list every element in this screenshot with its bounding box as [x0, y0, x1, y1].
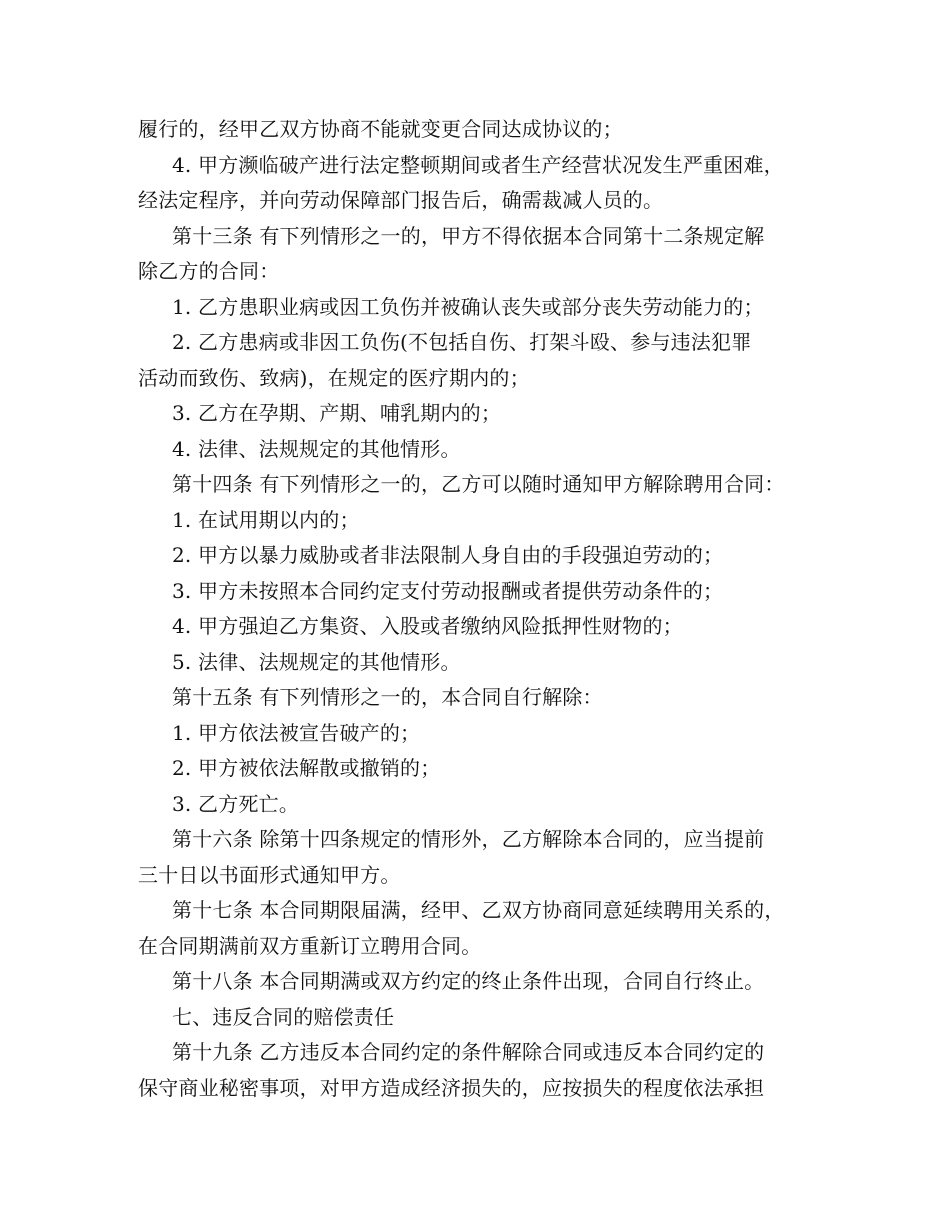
text-line: 第十三条 有下列情形之一的，甲方不得依据本合同第十二条规定解	[172, 223, 765, 248]
text-line: 第十七条 本合同期限届满，经甲、乙双方协商同意延续聘用关系的，	[172, 898, 785, 922]
text-line: 第十五条 有下列情形之一的，本合同自行解除：	[172, 685, 603, 709]
text-line: 4. 法律、法规规定的其他情形。	[172, 436, 461, 461]
text-line: 除乙方的合同：	[138, 259, 280, 283]
text-line: 1. 乙方患职业病或因工负伤并被确认丧失或部分丧失劳动能力的；	[172, 294, 764, 319]
text-line: 保守商业秘密事项，对甲方造成经济损失的，应按损失的程度依法承担	[138, 1075, 765, 1100]
text-line: 3. 乙方死亡。	[172, 791, 300, 816]
text-line: 经法定程序，并向劳动保障部门报告后，确需裁减人员的。	[138, 188, 664, 212]
text-line: 第十八条 本合同期满或双方约定的终止条件出现，合同自行终止。	[172, 969, 765, 993]
text-line: 1. 甲方依法被宣告破产的；	[172, 720, 421, 745]
text-line: 2. 甲方被依法解散或撤销的；	[172, 756, 441, 780]
text-line: 3. 甲方未按照本合同约定支付劳动报酬或者提供劳动条件的；	[172, 578, 724, 603]
text-line: 4. 甲方濒临破产进行法定整顿期间或者生产经营状况发生严重困难，	[172, 152, 784, 177]
text-line: 2. 乙方患病或非因工负伤(不包括自伤、打架斗殴、参与违法犯罪	[172, 330, 752, 354]
text-line: 1. 在试用期以内的；	[172, 507, 360, 532]
text-line: 在合同期满前双方重新订立聘用合同。	[138, 933, 482, 958]
text-line: 第十六条 除第十四条规定的情形外，乙方解除本合同的，应当提前	[172, 827, 765, 851]
text-line: 3. 乙方在孕期、产期、哺乳期内的；	[172, 401, 502, 425]
text-line: 5. 法律、法规规定的其他情形。	[172, 649, 461, 674]
text-line: 2. 甲方以暴力威胁或者非法限制人身自由的手段强迫劳动的；	[172, 543, 724, 567]
text-line: 活动而致伤、致病)，在规定的医疗期内的；	[138, 365, 530, 390]
text-line: 4. 甲方强迫乙方集资、入股或者缴纳风险抵押性财物的；	[172, 614, 683, 638]
text-line: 第十九条 乙方违反本合同约定的条件解除合同或违反本合同约定的	[172, 1040, 765, 1064]
text-line: 三十日以书面形式通知甲方。	[138, 862, 401, 887]
text-line: 七、违反合同的赔偿责任	[172, 1004, 395, 1029]
document-body	[138, 112, 830, 1106]
text-line: 履行的，经甲乙双方协商不能就变更合同达成协议的；	[138, 117, 623, 141]
text-line: 第十四条 有下列情形之一的，乙方可以随时通知甲方解除聘用合同：	[172, 472, 785, 496]
